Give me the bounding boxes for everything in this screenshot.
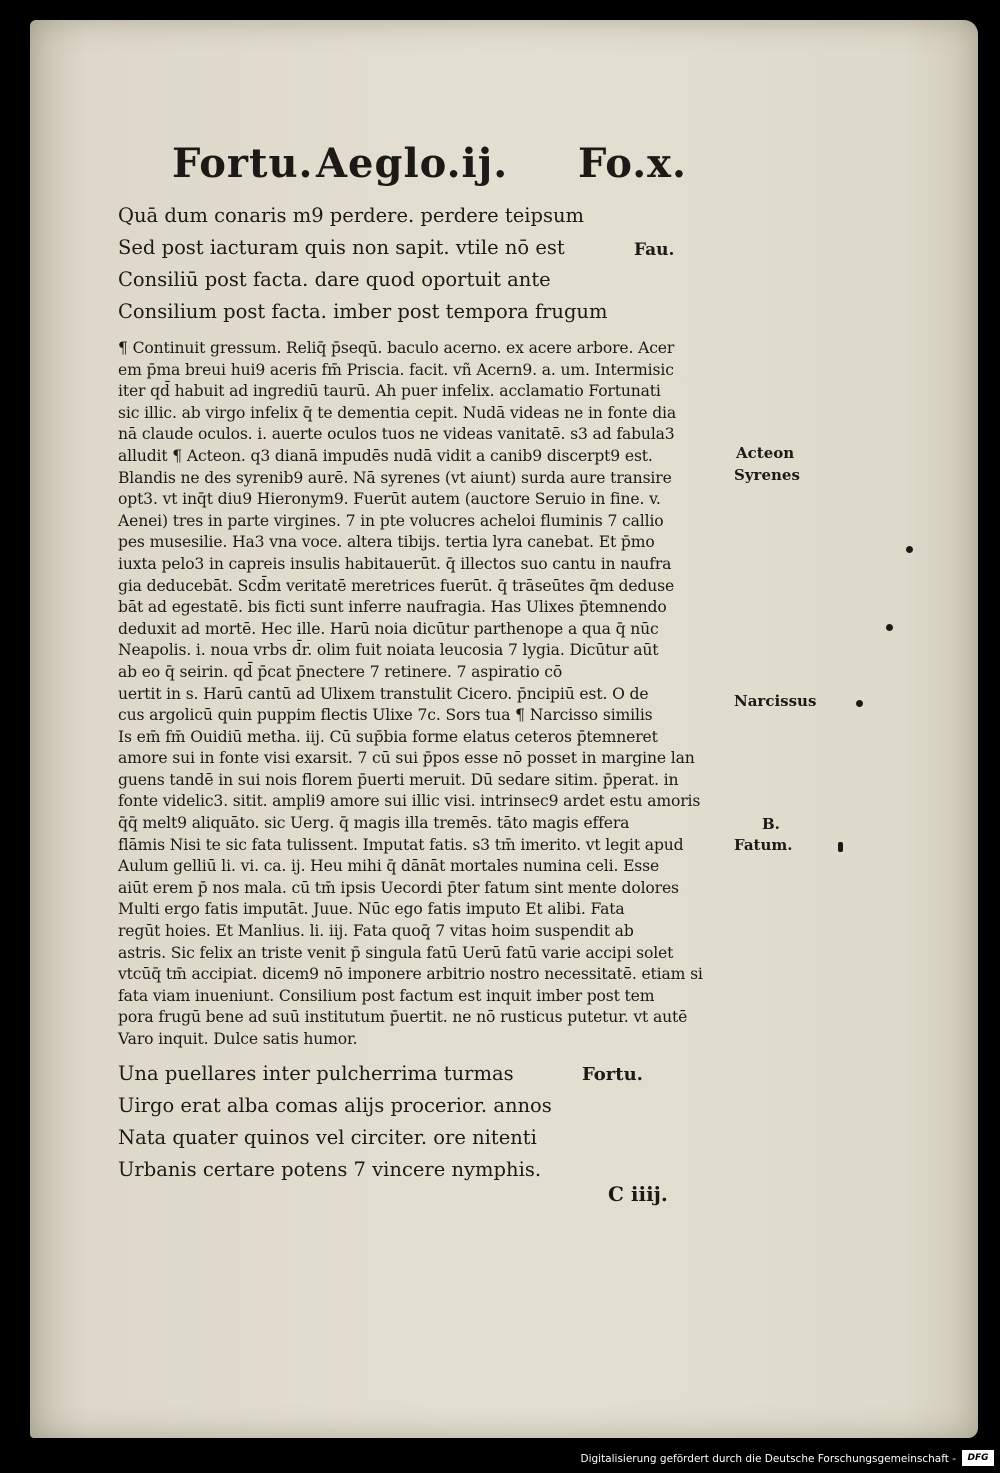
verse-line: Urbanis certare potens 7 vincere nymphis. xyxy=(118,1158,542,1181)
commentary-line: pes musesilie. Ha3 vna voce. altera tibijs. tertia lyra canebat. Et p̄mo xyxy=(118,533,655,552)
commentary-line: uertit in s. Harū cantū ad Ulixem transtulit Cicero. p̄ncipiū est. O de xyxy=(118,684,649,703)
folio-number: Fo.x. xyxy=(578,140,687,187)
commentary-line: vtcūq̄ tm̄ accipiat. dicem9 nō imponere arbitrio nostro necessitatē. etiam si xyxy=(118,965,703,984)
commentary-line: ab eo q̄ seirin. qd̄ p̄cat p̄nectere 7 retinere. 7 aspiratio cō xyxy=(118,662,563,681)
commentary-line: iter qd̄ habuit ad ingrediū taurū. Ah puer infelix. acclamatio Fortunati xyxy=(118,382,661,401)
header-middle: Aeglo.ij. xyxy=(316,140,509,187)
commentary-line: amore sui in fonte visi exarsit. 7 cū sui p̄pos esse nō posset in margine lan xyxy=(118,749,695,768)
margin-note-acteon: Acteon xyxy=(736,444,795,462)
commentary-line: Multi ergo fatis imputāt. Juue. Nūc ego fatis imputo Et alibi. Fata xyxy=(118,900,625,919)
verse-line: Uirgo erat alba comas alijs procerior. annos xyxy=(118,1094,552,1117)
verse-line: Sed post iacturam quis non sapit. vtile nō est xyxy=(118,236,565,259)
commentary-line: nā claude oculos. i. auerte oculos tuos ne videas vanitatē. s3 ad fabula3 xyxy=(118,425,675,444)
commentary-line: deduxit ad mortē. Hec ille. Harū noia dicūtur parthenope a qua q̄ nūc xyxy=(118,619,659,638)
commentary-line: sic illic. ab virgo infelix q̄ te dementia cepit. Nudā videas ne in fonte dia xyxy=(118,403,677,422)
margin-note-narcissus: Narcissus xyxy=(734,692,817,710)
margin-note-fau: Fau. xyxy=(634,240,675,260)
commentary-line: opt3. vt inq̄t diu9 Hieronym9. Fuerūt autem (auctore Seruio in fine. v. xyxy=(118,490,661,509)
verse-line: Consilium post facta. imber post tempora frugum xyxy=(118,300,608,323)
verse-line: Nata quater quinos vel circiter. ore nitenti xyxy=(118,1126,537,1149)
margin-note-syrenes: Syrenes xyxy=(734,466,800,484)
margin-mark xyxy=(838,842,843,852)
margin-dot xyxy=(886,624,893,631)
commentary-line: flāmis Nisi te sic fata tulissent. Imputat fatis. s3 tm̄ imerito. vt legit apud xyxy=(118,835,684,854)
commentary-line: Blandis ne des syrenib9 aurē. Nā syrenes (vt aiunt) surda aure transire xyxy=(118,468,672,487)
margin-note-fortu: Fortu. xyxy=(582,1064,643,1085)
verse-line: Quā dum conaris m9 perdere. perdere teipsum xyxy=(118,204,585,227)
signature-mark: C iiij. xyxy=(608,1182,668,1206)
commentary-line: Aenei) tres in parte virgines. 7 in pte volucres acheloi fluminis 7 callio xyxy=(118,511,664,530)
header-left: Fortu. xyxy=(172,140,314,187)
margin-note-fatum: Fatum. xyxy=(734,836,793,854)
commentary-line: ¶ Continuit gressum. Reliq̄ p̄seqū. baculo acerno. ex acere arbore. Acer xyxy=(118,339,675,357)
commentary-line: iuxta pelo3 in capreis insulis habitauerūt. q̄ illectos suo cantu in naufra xyxy=(118,554,672,573)
margin-mark-b: B. xyxy=(762,815,780,833)
commentary-line: astris. Sic felix an triste venit p̄ singula fatū Uerū fatū varie accipi solet xyxy=(118,943,674,962)
commentary-line: cus argolicū quin puppim flectis Ulixe 7c. Sors tua ¶ Narcisso similis xyxy=(118,706,653,725)
commentary-line: fata viam inueniunt. Consilium post factum est inquit imber post tem xyxy=(118,986,655,1005)
commentary-line: aiūt erem p̄ nos mala. cū tm̄ ipsis Uecordi p̄ter fatum sint mente dolores xyxy=(118,878,679,897)
commentary-line: bāt ad egestatē. bis ficti sunt inferre naufragia. Has Ulixes p̄temnendo xyxy=(118,598,667,617)
commentary-line: em p̄ma breui hui9 aceris fm̄ Priscia. facit. vñ Acern9. a. um. Intermisic xyxy=(118,360,674,379)
commentary-line: q̄q̄ melt9 aliquāto. sic Uerg. q̄ magis illa tremēs. tāto magis effera xyxy=(118,814,630,833)
margin-dot xyxy=(906,546,913,553)
commentary-line: gia deducebāt. Scd̄m veritatē meretrices fuerūt. q̄ trāseūtes q̄m deduse xyxy=(118,576,675,595)
commentary-line: Is em̄ fm̄ Ouidiū metha. iij. Cū sup̄bia forme elatus ceteros p̄temneret xyxy=(118,727,658,746)
commentary-line: pora frugū bene ad suū institutum p̄uertit. ne nō rusticus putetur. vt autē xyxy=(118,1008,688,1027)
footer-bar xyxy=(0,1441,1000,1473)
commentary-line: fonte videlic3. sitit. ampli9 amore sui illic visi. intrinsec9 ardet estu amoris xyxy=(118,792,701,811)
commentary-line: regūt hoies. Et Manlius. li. iij. Fata quoq̄ 7 vitas hoim suspendit ab xyxy=(118,922,634,941)
margin-dot xyxy=(856,700,863,707)
commentary-block xyxy=(118,338,703,1051)
funding-notice: Digitalisierung gefördert durch die Deutsche Forschungsgemeinschaft - xyxy=(580,1453,956,1465)
commentary-line: alludit ¶ Acteon. q3 dianā impudēs nudā vidit a canib9 discerpt9 est. xyxy=(118,446,653,465)
dfg-logo: DFG xyxy=(962,1450,994,1466)
commentary-line: Varo inquit. Dulce satis humor. xyxy=(118,1030,358,1048)
commentary-line: Aulum gelliū li. vi. ca. ij. Heu mihi q̄ dānāt mortales numina celi. Esse xyxy=(118,857,660,876)
verse-line: Consiliū post facta. dare quod oportuit ante xyxy=(118,268,551,291)
commentary-line: guens tandē in sui nois florem p̄uerti meruit. Dū sedare sitim. p̄perat. in xyxy=(118,770,679,789)
verse-line: Una puellares inter pulcherrima turmas xyxy=(118,1062,514,1085)
commentary-line: Neapolis. i. noua vrbs d̄r. olim fuit noiata leucosia 7 lygia. Dicūtur aūt xyxy=(118,641,659,660)
